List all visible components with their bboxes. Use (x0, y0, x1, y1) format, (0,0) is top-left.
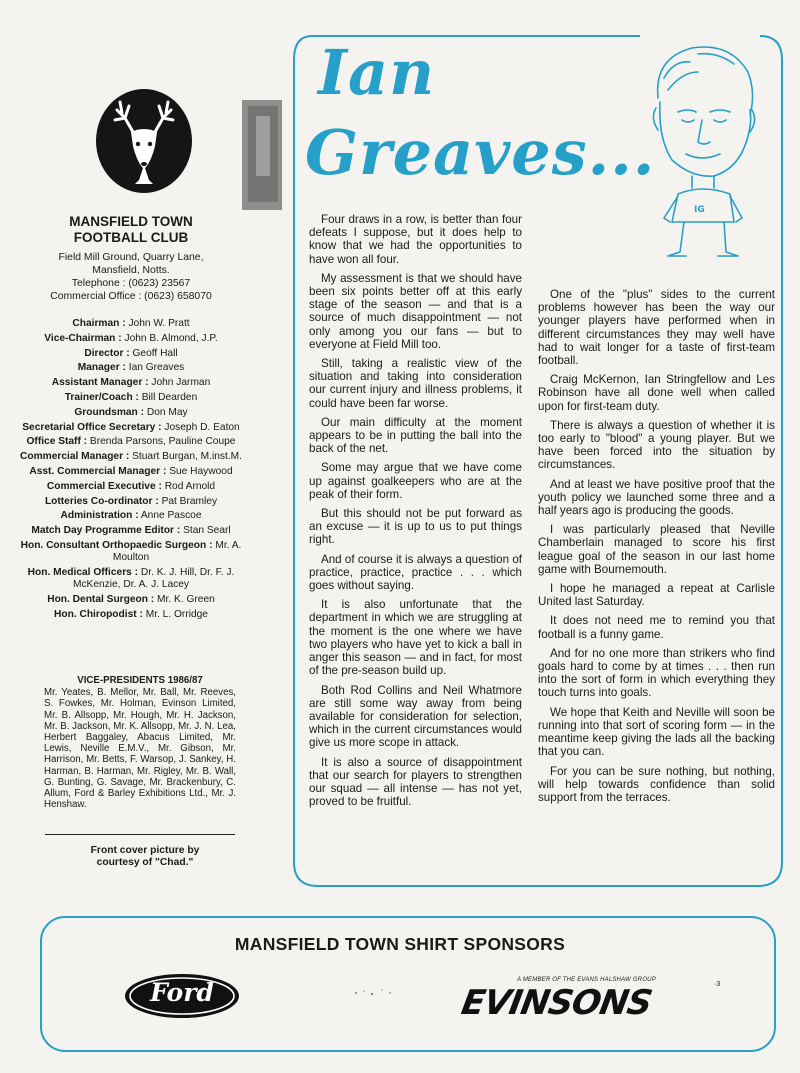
vice-presidents-list: Mr. Yeates, B. Mellor, Mr. Ball, Mr. Reeves, S. Fowkes, Mr. Holman, Evinson Limited, Mr. B. Allsopp, Mr. Hough, Mr. H. Jackson, Mr. B. Jackson, Mr. K. Allsopp, Mr. J. N. Lea, Herbert Baggaley, Abacus Limited, Mr. Lewis, Neville E.M.V., Mr. Gibson, Mr. Harrison, Mr. Betts, F. Warsop, J. Sankey, H. Harman, B. Harman, Mr. Rigley, Mr. B. Wall, G. Bunting, G. Savage, Mr. Brackenbury, C. Allum, Ford & Barley Exhibitions Ltd., Mr. J. Henshaw. (44, 687, 236, 811)
cover-credit-line1: Front cover picture by (90, 845, 200, 856)
official-entry (20, 609, 242, 621)
official-role: Manager : (77, 362, 126, 374)
official-name: Mr. L. Orridge (145, 608, 208, 620)
official-name: Anne Pascoe (140, 510, 202, 522)
official-name: John Jarman (151, 377, 211, 389)
manager-caricature (638, 38, 766, 260)
club-telephone: Telephone : (0623) 23567 (71, 277, 191, 289)
cover-credit-line2: courtesy of "Chad." (96, 856, 194, 868)
article-paragraph: And at least we have positive proof that the youth policy we launched some three and a half years ago is producing the goods. (538, 477, 775, 518)
official-entry (20, 407, 242, 419)
article-title-line1: Ian (318, 36, 436, 109)
official-role: Trainer/Coach : (64, 391, 139, 403)
official-entry (20, 594, 242, 606)
evinsons-logo: EVINSONS (458, 983, 655, 1023)
official-name: Sue Haywood (169, 465, 233, 477)
article-paragraph: For you can be sure nothing, but nothing, will help towards confidence than solid support from the terraces. (538, 764, 775, 804)
article-paragraph: It does not need me to remind you that football is a funny game. (538, 614, 775, 641)
divider-rule (45, 834, 235, 835)
official-role: Assistant Manager : (51, 377, 149, 389)
club-commercial-office: Commercial Office : (0623) 658070 (50, 290, 212, 302)
article-paragraph: There is always a question of whether it is too early to "blood" a young player. But we have been forced into the situation by circumstances. (538, 418, 775, 472)
official-entry (20, 377, 242, 389)
official-name: Geoff Hall (132, 347, 178, 359)
official-role: Hon. Consultant Orthopaedic Surgeon : (20, 539, 213, 551)
article-paragraph: Craig McKernon, Ian Stringfellow and Les Robinson have all done well when called upon for first-team duty. (538, 373, 775, 413)
article-paragraph: Some may argue that we have come up against goalkeepers who are at the peak of their form. (309, 461, 522, 501)
evinsons-tagline: A MEMBER OF THE EVANS HALSHAW GROUP (517, 977, 656, 983)
official-entry (20, 392, 242, 404)
official-role: Administration : (60, 510, 139, 522)
article-column-2 (538, 288, 775, 810)
club-info (20, 214, 242, 304)
official-name: Rod Arnold (164, 480, 216, 492)
official-role: Secretarial Office Secretary : (22, 421, 162, 433)
official-role: Hon. Dental Surgeon : (47, 593, 155, 605)
official-name: Ian Greaves (128, 362, 185, 374)
official-name: Stuart Burgan, M.inst.M. (132, 451, 242, 463)
article-paragraph: Still, taking a realistic view of the situation and taking into consideration our current injury and illness problems, it could have been far worse. (309, 357, 522, 410)
official-role: Director : (84, 347, 130, 359)
article-paragraph: It is also unfortunate that the department in which we are struggling at the moment is the one where we have two players who have yet to kick a ball in anger this season — and in fact, for most of the pre-season build up. (309, 598, 522, 678)
official-role: Chairman : (72, 318, 126, 329)
print-speckle (352, 985, 396, 999)
ford-logo-text: Ford (150, 978, 214, 1007)
article-column-1 (309, 213, 522, 814)
official-entry (20, 540, 242, 564)
caricature-shirt-initials: IG (694, 205, 705, 215)
official-role: Asst. Commercial Manager : (29, 465, 167, 477)
official-entry (20, 567, 242, 591)
official-role: Commercial Manager : (20, 451, 130, 463)
official-entry (20, 348, 242, 360)
official-role: Hon. Chiropodist : (54, 608, 143, 620)
official-entry (20, 525, 242, 537)
official-name: Joseph D. Eaton (164, 421, 240, 433)
official-entry (20, 318, 242, 330)
official-role: Match Day Programme Editor : (31, 525, 181, 537)
official-name: Bill Dearden (141, 391, 198, 403)
official-role: Hon. Medical Officers : (27, 566, 139, 578)
article-paragraph: One of the "plus" sides to the current problems however has been the way our younger players have performed when in different circumstances they may well have had to wait longer for a taste of first-team football. (538, 288, 775, 368)
article-paragraph: It is also a source of disappointment that our search for players to strengthen our squad — all intense — has not yet, proved to be fruitful. (309, 755, 522, 809)
club-name-line2: FOOTBALL CLUB (73, 230, 189, 245)
official-name: Mr. K. Green (157, 593, 215, 605)
page-mark: ·3 (714, 981, 721, 988)
club-address-line2: Mansfield, Notts. (92, 264, 170, 276)
official-role: Commercial Executive : (46, 480, 162, 492)
article-paragraph: But this should not be put forward as an excuse — it is up to us to put things right. (309, 507, 522, 547)
official-entry (20, 466, 242, 478)
article-paragraph: Our main difficulty at the moment appears to be in putting the ball into the back of the net. (309, 415, 522, 456)
article-paragraph: I was particularly pleased that Neville Chamberlain managed to score his first league goal of the season in our last home game with Bournemouth. (538, 523, 775, 576)
official-entry (20, 481, 242, 493)
print-smudge (236, 96, 294, 214)
official-entry (20, 451, 242, 463)
official-name: Brenda Parsons, Pauline Coupe (89, 436, 236, 448)
official-name: John W. Pratt (128, 318, 190, 329)
official-name: Stan Searl (183, 525, 231, 537)
official-name: John B. Almond, J.P. (124, 332, 218, 344)
club-name-line1: MANSFIELD TOWN (69, 214, 193, 229)
official-entry (20, 510, 242, 522)
official-entry (20, 422, 242, 434)
stag-crest-logo (95, 88, 193, 194)
official-role: Office Staff : (26, 436, 88, 448)
article-paragraph: I hope he managed a repeat at Carlisle United last Saturday. (538, 582, 775, 609)
official-entry (20, 436, 242, 448)
official-entry (20, 333, 242, 345)
article-title-line2: Greaves... (305, 116, 656, 189)
article-paragraph: Four draws in a row, is better than four defeats I suppose, but it does help to know that we had the opportunities to have won all four. (309, 213, 522, 266)
club-officials-list (20, 318, 242, 624)
official-name: Don May (146, 406, 188, 418)
official-entry (20, 496, 242, 508)
article-paragraph: My assessment is that we should have been six points better off at this early stage of the season — and that is a source of much disappointment — not only among you our fans — but to everyone at Field Mill too. (309, 271, 522, 351)
cover-picture-credit (60, 845, 230, 868)
official-name: Mr. A. Moulton (112, 539, 242, 564)
official-role: Vice-Chairman : (44, 332, 122, 344)
article-paragraph: And of course it is always a question of practice, practice, practice . . . which goes without saying. (309, 552, 522, 593)
official-name: Pat Bramley (161, 495, 218, 507)
official-role: Lotteries Co-ordinator : (44, 495, 159, 507)
article-paragraph: And for no one more than strikers who find goals hard to come by at times . . . then run into the sort of form in which everything they touch turns into goals. (538, 646, 775, 700)
article-paragraph: Both Rod Collins and Neil Whatmore are still some way away from being available for consideration for selection, which in the current circumstances would give us more scope in attack. (309, 683, 522, 750)
official-name: Dr. K. J. Hill, Dr. F. J. McKenzie, Dr. A. J. Lacey (72, 566, 235, 591)
official-role: Groundsman : (74, 406, 144, 418)
club-address-line1: Field Mill Ground, Quarry Lane, (58, 252, 204, 263)
official-entry (20, 362, 242, 374)
article-paragraph: We hope that Keith and Neville will soon be running into that sort of scoring form — in the meantime keep giving the lads all the backing that you can. (538, 705, 775, 759)
vice-presidents-heading: VICE-PRESIDENTS 1986/87 (77, 675, 203, 686)
sponsors-title: MANSFIELD TOWN SHIRT SPONSORS (234, 934, 566, 954)
vice-presidents (44, 675, 236, 810)
